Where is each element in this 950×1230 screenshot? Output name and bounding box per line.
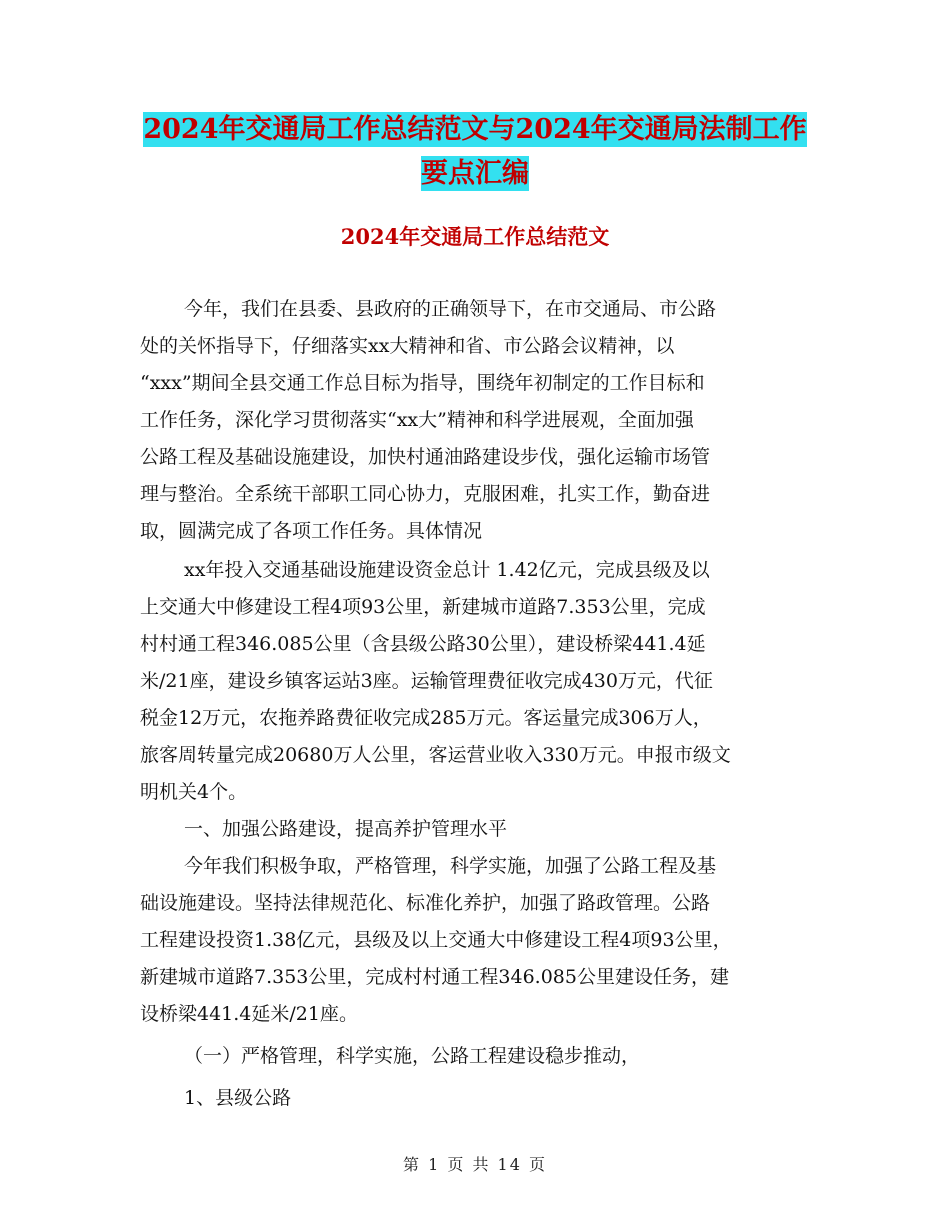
paragraph-line: 明机关4个。 xyxy=(140,781,248,803)
paragraph-line: 公路工程及基础设施建设，加快村通油路建设步伐，强化运输市场管 xyxy=(140,446,711,468)
paragraph-line: 础设施建设。坚持法律规范化、标准化养护，加强了路政管理。公路 xyxy=(140,892,711,914)
paragraph-line: xx年投入交通基础设施建设资金总计 1.42亿元，完成县级及以 xyxy=(184,559,710,581)
subsection-item: 1、县级公路 xyxy=(184,1087,292,1109)
paragraph-line: 上交通大中修建设工程4项93公里，新建城市道路7.353公里，完成 xyxy=(140,596,706,618)
page-footer: 第 1 页 共 14 页 xyxy=(403,1155,547,1174)
section-heading: 一、加强公路建设，提高养护管理水平 xyxy=(184,818,508,840)
paragraph-line: 设桥梁441.4延米/21座。 xyxy=(140,1003,358,1025)
section-title: 2024年交通局工作总结范文 xyxy=(340,224,610,249)
document-title-line-2: 要点汇编 xyxy=(421,158,529,189)
paragraph-line: 今年，我们在县委、县政府的正确领导下，在市交通局、市公路 xyxy=(184,298,717,320)
paragraph-line: 取，圆满完成了各项工作任务。具体情况 xyxy=(140,520,483,542)
paragraph-line: 税金12万元，农拖养路费征收完成285万元。客运量完成306万人， xyxy=(140,707,712,729)
subsection-heading: （一）严格管理，科学实施，公路工程建设稳步推动， xyxy=(184,1045,641,1067)
paragraph-line: 旅客周转量完成20680万人公里，客运营业收入330万元。申报市级文 xyxy=(140,744,731,766)
paragraph-line: 处的关怀指导下，仔细落实xx大精神和省、市公路会议精神，以 xyxy=(140,335,675,357)
paragraph-line: 理与整治。全系统干部职工同心协力，克服困难，扎实工作，勤奋进 xyxy=(140,483,711,505)
paragraph-line: “xxx”期间全县交通工作总目标为指导，围绕年初制定的工作目标和 xyxy=(140,372,705,394)
document-title-line-1: 2024年交通局工作总结范文与2024年交通局法制工作 xyxy=(143,114,807,145)
paragraph-line: 工程建设投资1.38亿元，县级及以上交通大中修建设工程4项93公里， xyxy=(140,929,732,951)
paragraph-line: 新建城市道路7.353公里，完成村村通工程346.085公里建设任务，建 xyxy=(140,966,729,988)
paragraph-line: 工作任务，深化学习贯彻落实“xx大”精神和科学进展观，全面加强 xyxy=(140,409,694,431)
paragraph-line: 米/21座，建设乡镇客运站3座。运输管理费征收完成430万元，代征 xyxy=(140,670,713,692)
paragraph-line: 今年我们积极争取，严格管理，科学实施，加强了公路工程及基 xyxy=(184,855,717,877)
paragraph-line: 村村通工程346.085公里（含县级公路30公里），建设桥梁441.4延 xyxy=(140,633,706,655)
